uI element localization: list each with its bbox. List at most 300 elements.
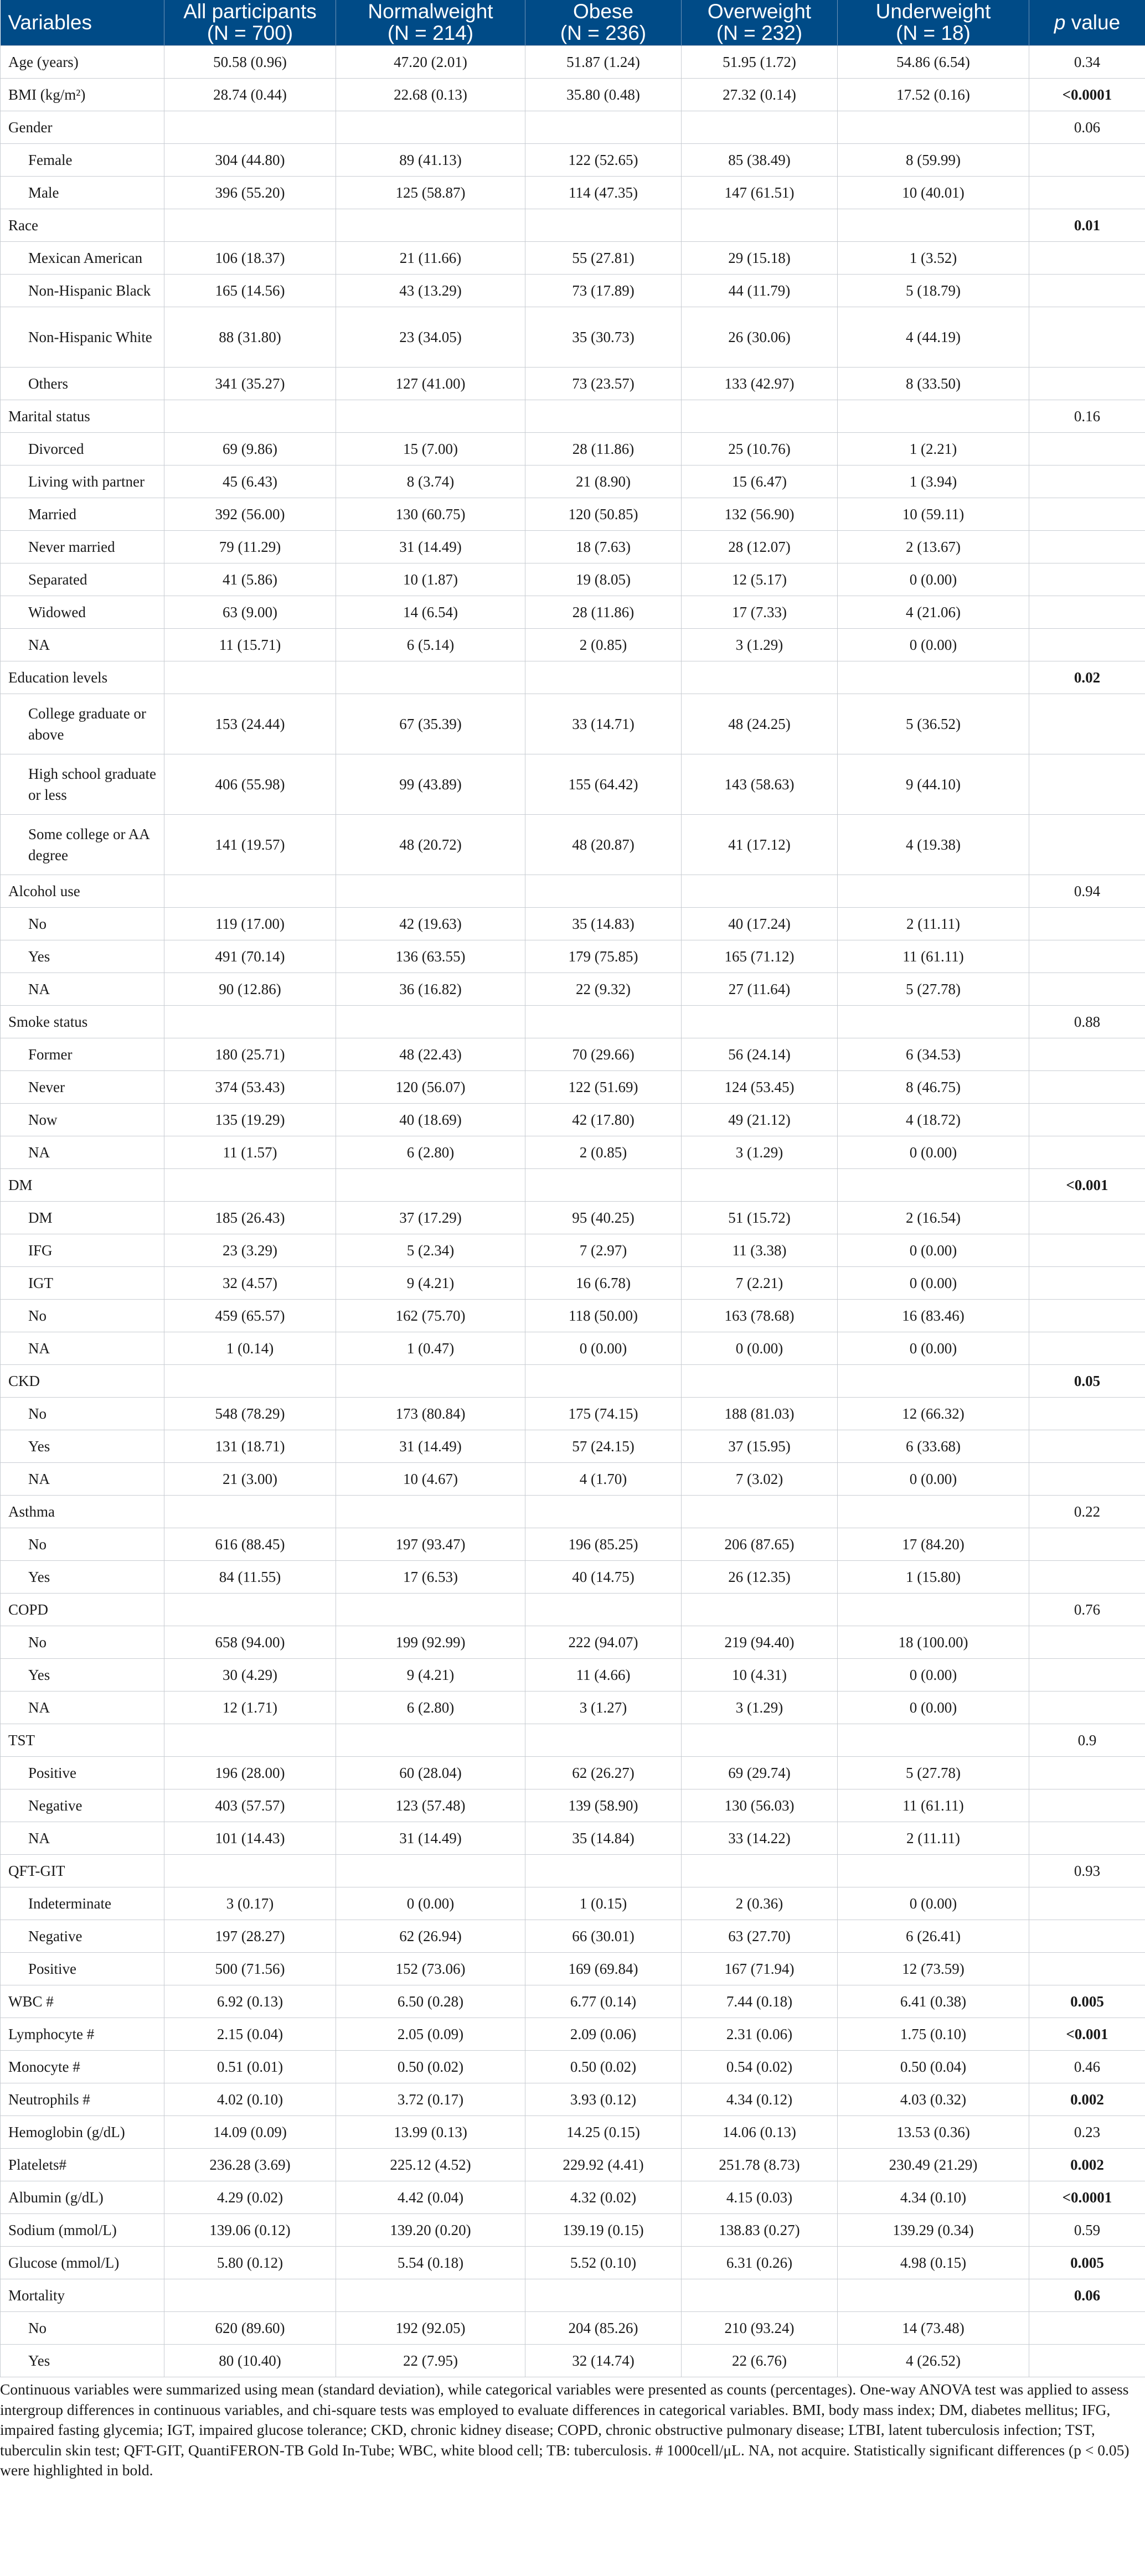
cell-col2: 23 (34.05) — [336, 307, 525, 368]
cell-col2 — [336, 1496, 525, 1528]
row-label: Yes — [1, 1561, 164, 1594]
table-row — [1, 1038, 1145, 1071]
p-value-cell: <0.0001 — [1029, 79, 1145, 111]
table-row — [1, 1332, 1145, 1365]
table-row — [1, 1234, 1145, 1267]
cell-col4 — [682, 1365, 838, 1398]
p-value-cell: 0.9 — [1029, 1724, 1145, 1757]
cell-col5: 2 (11.11) — [838, 1822, 1029, 1855]
header-normalweight — [336, 0, 525, 46]
table-row — [1, 2051, 1145, 2083]
cell-col4 — [682, 1496, 838, 1528]
cell-col1 — [164, 1006, 336, 1038]
cell-col4 — [682, 209, 838, 242]
cell-col1: 341 (35.27) — [164, 368, 336, 400]
cell-col1: 185 (26.43) — [164, 1202, 336, 1234]
p-value-cell — [1029, 563, 1145, 596]
row-label: NA — [1, 629, 164, 661]
cell-col3: 70 (29.66) — [525, 1038, 682, 1071]
cell-col5: 0 (0.00) — [838, 1692, 1029, 1724]
table-row — [1, 368, 1145, 400]
cell-col4: 188 (81.03) — [682, 1398, 838, 1430]
table-row — [1, 433, 1145, 465]
table-row — [1, 815, 1145, 875]
cell-col4: 130 (56.03) — [682, 1789, 838, 1822]
cell-col2: 125 (58.87) — [336, 177, 525, 209]
cell-col4: 3 (1.29) — [682, 629, 838, 661]
p-value-cell — [1029, 1234, 1145, 1267]
cell-col4: 0.54 (0.02) — [682, 2051, 838, 2083]
cell-col1 — [164, 1169, 336, 1202]
table-row — [1, 1136, 1145, 1169]
cell-col2: 17 (6.53) — [336, 1561, 525, 1594]
table-row — [1, 1626, 1145, 1659]
cell-col5 — [838, 1006, 1029, 1038]
row-label: Former — [1, 1038, 164, 1071]
cell-col3: 28 (11.86) — [525, 596, 682, 629]
cell-col3 — [525, 875, 682, 908]
p-value-cell — [1029, 1953, 1145, 1985]
p-value-cell: 0.005 — [1029, 2247, 1145, 2279]
row-label: Negative — [1, 1920, 164, 1953]
row-label: Sodium (mmol/L) — [1, 2214, 164, 2247]
cell-col2 — [336, 661, 525, 694]
cell-col2: 6.50 (0.28) — [336, 1985, 525, 2018]
cell-col4: 133 (42.97) — [682, 368, 838, 400]
table-row — [1, 1855, 1145, 1887]
cell-col3: 196 (85.25) — [525, 1528, 682, 1561]
cell-col2: 13.99 (0.13) — [336, 2116, 525, 2149]
p-value-cell — [1029, 1626, 1145, 1659]
p-value-cell — [1029, 1202, 1145, 1234]
p-value-cell — [1029, 307, 1145, 368]
cell-col3 — [525, 2279, 682, 2312]
cell-col1: 21 (3.00) — [164, 1463, 336, 1496]
cell-col4: 37 (15.95) — [682, 1430, 838, 1463]
table-row — [1, 177, 1145, 209]
cell-col4: 69 (29.74) — [682, 1757, 838, 1789]
cell-col3: 55 (27.81) — [525, 242, 682, 275]
cell-col4 — [682, 661, 838, 694]
row-label: Age (years) — [1, 46, 164, 79]
p-value-cell — [1029, 1038, 1145, 1071]
cell-col2: 4.42 (0.04) — [336, 2181, 525, 2214]
header-overweight-title: Overweight — [707, 0, 812, 23]
cell-col5: 4 (19.38) — [838, 815, 1029, 875]
p-value-cell — [1029, 1528, 1145, 1561]
cell-col1: 548 (78.29) — [164, 1398, 336, 1430]
cell-col4: 14.06 (0.13) — [682, 2116, 838, 2149]
cell-col1 — [164, 1365, 336, 1398]
row-label: No — [1, 908, 164, 940]
row-label: Mortality — [1, 2279, 164, 2312]
cell-col3: 40 (14.75) — [525, 1561, 682, 1594]
table-row — [1, 1267, 1145, 1300]
cell-col3: 2.09 (0.06) — [525, 2018, 682, 2051]
cell-col3 — [525, 400, 682, 433]
p-value-cell — [1029, 1659, 1145, 1692]
table-row — [1, 1496, 1145, 1528]
cell-col2: 199 (92.99) — [336, 1626, 525, 1659]
cell-col4: 3 (1.29) — [682, 1136, 838, 1169]
table-row — [1, 1724, 1145, 1757]
table-row — [1, 1985, 1145, 2018]
cell-col4: 143 (58.63) — [682, 754, 838, 815]
table-row — [1, 2345, 1145, 2377]
p-value-cell: 0.23 — [1029, 2116, 1145, 2149]
cell-col4: 167 (71.94) — [682, 1953, 838, 1985]
cell-col3 — [525, 1496, 682, 1528]
p-value-cell: 0.88 — [1029, 1006, 1145, 1038]
row-label: No — [1, 1528, 164, 1561]
table-row — [1, 465, 1145, 498]
cell-col4 — [682, 875, 838, 908]
cell-col3: 11 (4.66) — [525, 1659, 682, 1692]
cell-col5: 139.29 (0.34) — [838, 2214, 1029, 2247]
cell-col1: 141 (19.57) — [164, 815, 336, 875]
cell-col3 — [525, 1365, 682, 1398]
cell-col1: 101 (14.43) — [164, 1822, 336, 1855]
row-label: NA — [1, 1136, 164, 1169]
cell-col4: 210 (93.24) — [682, 2312, 838, 2345]
cell-col3: 21 (8.90) — [525, 465, 682, 498]
table-row — [1, 2181, 1145, 2214]
cell-col3: 0 (0.00) — [525, 1332, 682, 1365]
header-p-value — [1029, 0, 1145, 46]
table-row — [1, 111, 1145, 144]
row-label: Platelets# — [1, 2149, 164, 2181]
p-value-cell — [1029, 2345, 1145, 2377]
row-label: Marital status — [1, 400, 164, 433]
cell-col1: 304 (44.80) — [164, 144, 336, 177]
cell-col3: 122 (51.69) — [525, 1071, 682, 1104]
table-row — [1, 1594, 1145, 1626]
table-row — [1, 908, 1145, 940]
cell-col5 — [838, 1496, 1029, 1528]
cell-col5: 4 (44.19) — [838, 307, 1029, 368]
cell-col1 — [164, 875, 336, 908]
cell-col2: 6 (5.14) — [336, 629, 525, 661]
p-value-cell — [1029, 1887, 1145, 1920]
cell-col3: 62 (26.27) — [525, 1757, 682, 1789]
cell-col2: 9 (4.21) — [336, 1267, 525, 1300]
cell-col2 — [336, 400, 525, 433]
row-label: Others — [1, 368, 164, 400]
cell-col5: 6 (33.68) — [838, 1430, 1029, 1463]
p-value-cell: <0.001 — [1029, 1169, 1145, 1202]
cell-col1: 620 (89.60) — [164, 2312, 336, 2345]
cell-col1: 374 (53.43) — [164, 1071, 336, 1104]
cell-col1 — [164, 1496, 336, 1528]
cell-col5: 5 (27.78) — [838, 1757, 1029, 1789]
cell-col3: 3.93 (0.12) — [525, 2083, 682, 2116]
header-obese-n: (N = 236) — [560, 22, 647, 44]
cell-col2: 120 (56.07) — [336, 1071, 525, 1104]
cell-col5: 0 (0.00) — [838, 1332, 1029, 1365]
cell-col4: 40 (17.24) — [682, 908, 838, 940]
p-value-cell — [1029, 1789, 1145, 1822]
p-value-cell: <0.001 — [1029, 2018, 1145, 2051]
cell-col1: 0.51 (0.01) — [164, 2051, 336, 2083]
row-label: DM — [1, 1169, 164, 1202]
cell-col1: 406 (55.98) — [164, 754, 336, 815]
cell-col3: 35.80 (0.48) — [525, 79, 682, 111]
p-value-cell: 0.05 — [1029, 1365, 1145, 1398]
p-value-cell — [1029, 1692, 1145, 1724]
cell-col5 — [838, 661, 1029, 694]
cell-col4: 63 (27.70) — [682, 1920, 838, 1953]
cell-col3: 229.92 (4.41) — [525, 2149, 682, 2181]
cell-col2: 21 (11.66) — [336, 242, 525, 275]
row-label: NA — [1, 1822, 164, 1855]
cell-col1: 165 (14.56) — [164, 275, 336, 307]
table-row — [1, 661, 1145, 694]
cell-col3: 222 (94.07) — [525, 1626, 682, 1659]
cell-col1: 197 (28.27) — [164, 1920, 336, 1953]
cell-col3: 120 (50.85) — [525, 498, 682, 531]
cell-col3 — [525, 1855, 682, 1887]
cell-col3: 139.19 (0.15) — [525, 2214, 682, 2247]
table-row — [1, 2312, 1145, 2345]
cell-col3: 6.77 (0.14) — [525, 1985, 682, 2018]
cell-col3: 16 (6.78) — [525, 1267, 682, 1300]
cell-col2 — [336, 1855, 525, 1887]
cell-col1: 196 (28.00) — [164, 1757, 336, 1789]
cell-col2: 173 (80.84) — [336, 1398, 525, 1430]
cell-col1 — [164, 2279, 336, 2312]
header-overweight-n: (N = 232) — [716, 22, 803, 44]
table-row — [1, 754, 1145, 815]
cell-col5: 1 (3.94) — [838, 465, 1029, 498]
cell-col3: 51.87 (1.24) — [525, 46, 682, 79]
cell-col2: 31 (14.49) — [336, 1822, 525, 1855]
table-row — [1, 1202, 1145, 1234]
cell-col5: 12 (73.59) — [838, 1953, 1029, 1985]
cell-col1 — [164, 400, 336, 433]
cell-col1: 28.74 (0.44) — [164, 79, 336, 111]
cell-col4: 51 (15.72) — [682, 1202, 838, 1234]
cell-col4: 10 (4.31) — [682, 1659, 838, 1692]
cell-col5: 14 (73.48) — [838, 2312, 1029, 2345]
cell-col5: 1 (2.21) — [838, 433, 1029, 465]
cell-col3: 28 (11.86) — [525, 433, 682, 465]
cell-col1: 69 (9.86) — [164, 433, 336, 465]
row-label: Hemoglobin (g/dL) — [1, 2116, 164, 2149]
cell-col5 — [838, 111, 1029, 144]
cell-col4 — [682, 1724, 838, 1757]
cell-col3: 155 (64.42) — [525, 754, 682, 815]
cell-col3: 4.32 (0.02) — [525, 2181, 682, 2214]
cell-col2: 5 (2.34) — [336, 1234, 525, 1267]
cell-col2: 139.20 (0.20) — [336, 2214, 525, 2247]
cell-col4: 17 (7.33) — [682, 596, 838, 629]
cell-col3 — [525, 209, 682, 242]
p-value-cell: 0.02 — [1029, 661, 1145, 694]
cell-col1: 236.28 (3.69) — [164, 2149, 336, 2181]
cell-col5: 0 (0.00) — [838, 1234, 1029, 1267]
cell-col2: 10 (1.87) — [336, 563, 525, 596]
row-label: College graduate or above — [1, 694, 164, 754]
cell-col1: 392 (56.00) — [164, 498, 336, 531]
row-label: Glucose (mmol/L) — [1, 2247, 164, 2279]
p-value-cell: 0.002 — [1029, 2149, 1145, 2181]
cell-col3: 0.50 (0.02) — [525, 2051, 682, 2083]
row-label: IGT — [1, 1267, 164, 1300]
cell-col5: 8 (46.75) — [838, 1071, 1029, 1104]
cell-col2: 22 (7.95) — [336, 2345, 525, 2377]
cell-col1: 23 (3.29) — [164, 1234, 336, 1267]
cell-col4: 33 (14.22) — [682, 1822, 838, 1855]
cell-col3: 42 (17.80) — [525, 1104, 682, 1136]
cell-col3: 35 (14.83) — [525, 908, 682, 940]
table-row — [1, 1757, 1145, 1789]
cell-col2: 99 (43.89) — [336, 754, 525, 815]
row-label: WBC # — [1, 1985, 164, 2018]
cell-col5: 2 (16.54) — [838, 1202, 1029, 1234]
cell-col1 — [164, 1724, 336, 1757]
cell-col3 — [525, 1724, 682, 1757]
table-footnote: Continuous variables were summarized using mean (standard deviation), while categorical variables were presented as counts (percentages). One-way ANOVA test was applied to assess intergroup differences in continuous variables, and chi-square tests was employed to evaluate differences in categorical variables. BMI, body mass index; DM, diabetes mellitus; IFG, impaired fasting glycemia; IGT, impaired glucose tolerance; CKD, chronic kidney disease; COPD, chronic obstructive pulmonary disease; LTBI, latent tuberculosis infection; TST, tuberculin skin test; QFT-GIT, QuantiFERON-TB Gold In-Tube; WBC, white blood cell; TB: tuberculosis. # 1000cell/μL. NA, not acquire. Statistically significant differences (p < 0.05) were highlighted in bold. — [0, 2381, 1129, 2479]
p-value-cell — [1029, 531, 1145, 563]
cell-col5 — [838, 209, 1029, 242]
cell-col3: 35 (30.73) — [525, 307, 682, 368]
cell-col4: 2 (0.36) — [682, 1887, 838, 1920]
p-value-cell — [1029, 498, 1145, 531]
cell-col4: 11 (3.38) — [682, 1234, 838, 1267]
table-row — [1, 1006, 1145, 1038]
cell-col2: 6 (2.80) — [336, 1692, 525, 1724]
row-label: Lymphocyte # — [1, 2018, 164, 2051]
header-p-italic: p — [1054, 11, 1066, 34]
cell-col4 — [682, 1594, 838, 1626]
cell-col4: 28 (12.07) — [682, 531, 838, 563]
table-row — [1, 875, 1145, 908]
row-label: Separated — [1, 563, 164, 596]
p-value-cell — [1029, 694, 1145, 754]
cell-col4: 56 (24.14) — [682, 1038, 838, 1071]
cell-col5 — [838, 1724, 1029, 1757]
cell-col1: 139.06 (0.12) — [164, 2214, 336, 2247]
cell-col3 — [525, 1006, 682, 1038]
table-row — [1, 1430, 1145, 1463]
cell-col3: 114 (47.35) — [525, 177, 682, 209]
cell-col4 — [682, 1169, 838, 1202]
cell-col2: 67 (35.39) — [336, 694, 525, 754]
cell-col3: 73 (23.57) — [525, 368, 682, 400]
row-label: NA — [1, 1692, 164, 1724]
cell-col1: 1 (0.14) — [164, 1332, 336, 1365]
p-value-cell — [1029, 1332, 1145, 1365]
cell-col1: 131 (18.71) — [164, 1430, 336, 1463]
cell-col1: 459 (65.57) — [164, 1300, 336, 1332]
table-row — [1, 1104, 1145, 1136]
cell-col3: 14.25 (0.15) — [525, 2116, 682, 2149]
cell-col4: 12 (5.17) — [682, 563, 838, 596]
cell-col5: 11 (61.11) — [838, 940, 1029, 973]
cell-col2 — [336, 2279, 525, 2312]
cell-col3: 2 (0.85) — [525, 629, 682, 661]
row-label: Negative — [1, 1789, 164, 1822]
row-label: Alcohol use — [1, 875, 164, 908]
cell-col2 — [336, 209, 525, 242]
cell-col2: 31 (14.49) — [336, 1430, 525, 1463]
p-value-cell — [1029, 596, 1145, 629]
cell-col2 — [336, 875, 525, 908]
cell-col5: 17 (84.20) — [838, 1528, 1029, 1561]
p-value-cell: 0.94 — [1029, 875, 1145, 908]
p-value-cell — [1029, 177, 1145, 209]
cell-col3: 4 (1.70) — [525, 1463, 682, 1496]
table-row — [1, 1822, 1145, 1855]
row-label: Indeterminate — [1, 1887, 164, 1920]
row-label: NA — [1, 973, 164, 1006]
cell-col3: 2 (0.85) — [525, 1136, 682, 1169]
cell-col4: 15 (6.47) — [682, 465, 838, 498]
cell-col5: 5 (18.79) — [838, 275, 1029, 307]
cell-col2: 89 (41.13) — [336, 144, 525, 177]
cell-col5: 13.53 (0.36) — [838, 2116, 1029, 2149]
cell-col4: 4.34 (0.12) — [682, 2083, 838, 2116]
p-value-cell: 0.34 — [1029, 46, 1145, 79]
row-label: No — [1, 1626, 164, 1659]
p-value-cell — [1029, 1300, 1145, 1332]
row-label: TST — [1, 1724, 164, 1757]
cell-col4: 132 (56.90) — [682, 498, 838, 531]
row-label: No — [1, 2312, 164, 2345]
cell-col3: 35 (14.84) — [525, 1822, 682, 1855]
cell-col2: 3.72 (0.17) — [336, 2083, 525, 2116]
cell-col2: 123 (57.48) — [336, 1789, 525, 1822]
cell-col3: 73 (17.89) — [525, 275, 682, 307]
row-label: Living with partner — [1, 465, 164, 498]
cell-col3: 122 (52.65) — [525, 144, 682, 177]
cell-col3: 7 (2.97) — [525, 1234, 682, 1267]
p-value-cell: 0.59 — [1029, 2214, 1145, 2247]
cell-col5: 0.50 (0.04) — [838, 2051, 1029, 2083]
row-label: Never — [1, 1071, 164, 1104]
cell-col2: 48 (22.43) — [336, 1038, 525, 1071]
cell-col2 — [336, 1594, 525, 1626]
row-label: Male — [1, 177, 164, 209]
cell-col2: 152 (73.06) — [336, 1953, 525, 1985]
cell-col3: 22 (9.32) — [525, 973, 682, 1006]
row-label: Yes — [1, 940, 164, 973]
p-value-cell — [1029, 940, 1145, 973]
cell-col1: 135 (19.29) — [164, 1104, 336, 1136]
table-row — [1, 694, 1145, 754]
p-value-cell — [1029, 1104, 1145, 1136]
row-label: Education levels — [1, 661, 164, 694]
cell-col4: 41 (17.12) — [682, 815, 838, 875]
cell-col1 — [164, 661, 336, 694]
cell-col1: 180 (25.71) — [164, 1038, 336, 1071]
cell-col1: 658 (94.00) — [164, 1626, 336, 1659]
row-label: Yes — [1, 1430, 164, 1463]
cell-col2: 2.05 (0.09) — [336, 2018, 525, 2051]
cell-col3: 95 (40.25) — [525, 1202, 682, 1234]
row-label: Positive — [1, 1757, 164, 1789]
cell-col4: 7 (2.21) — [682, 1267, 838, 1300]
cell-col5: 4 (21.06) — [838, 596, 1029, 629]
cell-col5: 4.03 (0.32) — [838, 2083, 1029, 2116]
cell-col4: 7 (3.02) — [682, 1463, 838, 1496]
cell-col5: 17.52 (0.16) — [838, 79, 1029, 111]
cell-col4: 22 (6.76) — [682, 2345, 838, 2377]
cell-col2 — [336, 1169, 525, 1202]
cell-col4: 2.31 (0.06) — [682, 2018, 838, 2051]
row-label: Gender — [1, 111, 164, 144]
cell-col2: 10 (4.67) — [336, 1463, 525, 1496]
